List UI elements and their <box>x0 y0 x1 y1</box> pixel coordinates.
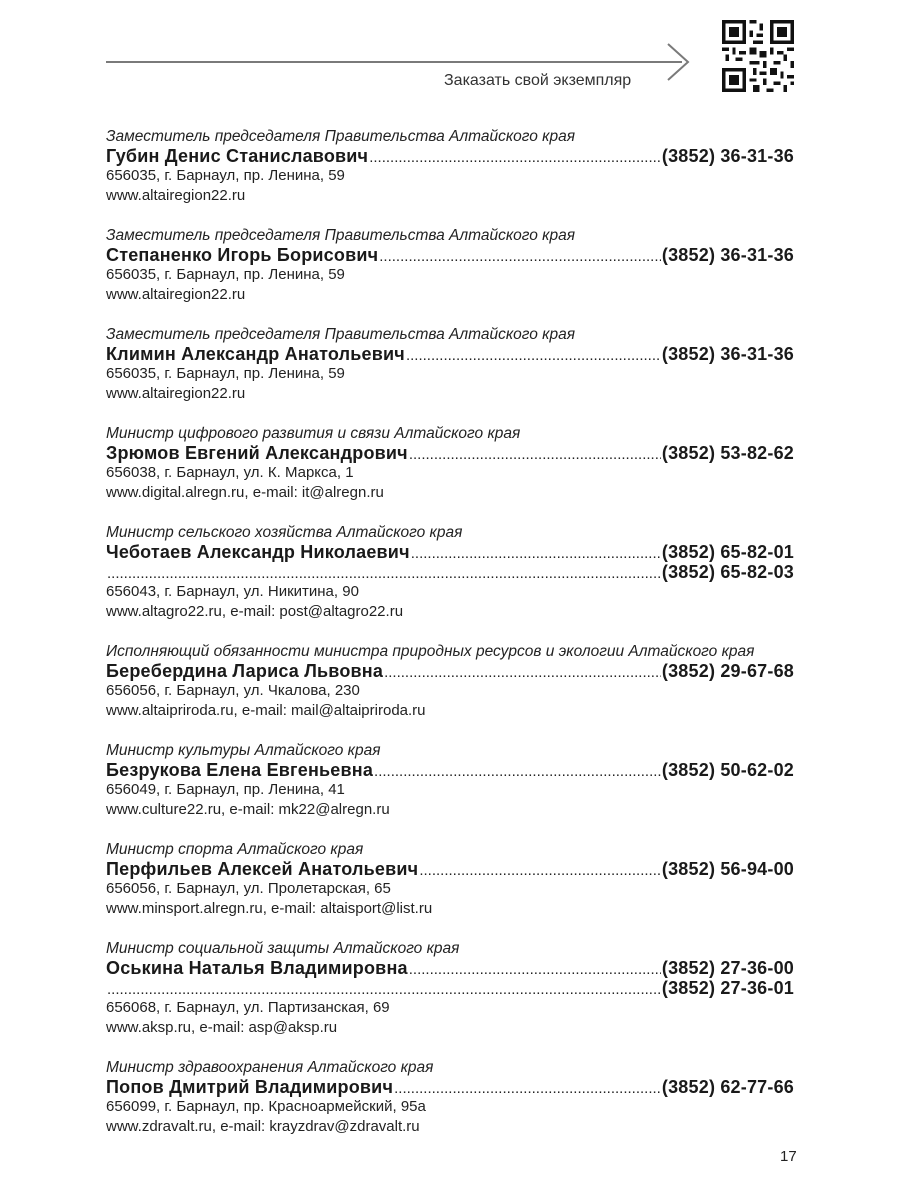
contact-web-email[interactable]: www.altairegion22.ru <box>106 286 246 303</box>
contact-phone[interactable]: (3852) 65-82-03 <box>661 562 794 582</box>
contact-name-line <box>106 146 794 166</box>
contact-web-email[interactable]: www.minsport.alregn.ru, e-mail: altaisport@list.ru <box>106 900 433 917</box>
arrow-right-icon <box>660 42 700 82</box>
contact-role: Министр социальной защиты Алтайского края <box>106 940 460 957</box>
contact-address: 656056, г. Барнаул, ул. Чкалова, 230 <box>106 682 360 699</box>
dot-leader <box>409 960 661 980</box>
contact-address: 656035, г. Барнаул, пр. Ленина, 59 <box>106 167 345 184</box>
contact-role: Министр здравоохранения Алтайского края <box>106 1059 434 1076</box>
contact-phone[interactable]: (3852) 36-31-36 <box>661 245 794 265</box>
qr-code-icon[interactable] <box>722 20 794 92</box>
contact-name: Оськина Наталья Владимировна <box>106 958 408 978</box>
dot-leader <box>369 148 661 168</box>
contact-address: 656049, г. Барнаул, пр. Ленина, 41 <box>106 781 345 798</box>
contact-web-email[interactable]: www.altairegion22.ru <box>106 187 246 204</box>
contact-phone[interactable]: (3852) 56-94-00 <box>661 859 794 879</box>
dot-leader <box>411 544 661 564</box>
order-copy-label[interactable]: Заказать свой экземпляр <box>444 72 632 89</box>
contact-name-line <box>106 344 794 364</box>
contact-name: Степаненко Игорь Борисович <box>106 245 379 265</box>
contact-name-line <box>106 859 794 879</box>
contact-phone[interactable]: (3852) 29-67-68 <box>661 661 794 681</box>
contact-phone[interactable]: (3852) 65-82-01 <box>661 542 794 562</box>
contact-role: Заместитель председателя Правительства Алтайского края <box>106 128 576 145</box>
contact-entry <box>106 226 794 305</box>
contact-phone[interactable]: (3852) 53-82-62 <box>661 443 794 463</box>
contact-name-line <box>106 542 794 562</box>
contact-role: Министр цифрового развития и связи Алтайского края <box>106 425 521 442</box>
contact-web-email[interactable]: www.culture22.ru, e-mail: mk22@alregn.ru <box>106 801 390 818</box>
contact-address: 656035, г. Барнаул, пр. Ленина, 59 <box>106 365 345 382</box>
contact-address: 656099, г. Барнаул, пр. Красноармейский, 95а <box>106 1098 426 1115</box>
contact-name-line <box>106 245 794 265</box>
contact-name: Попов Дмитрий Владимирович <box>106 1077 394 1097</box>
dot-leader <box>107 564 661 584</box>
contact-entry <box>106 424 794 503</box>
contact-address: 656056, г. Барнаул, ул. Пролетарская, 65 <box>106 880 391 897</box>
contact-entry <box>106 127 794 206</box>
arrow-line <box>106 61 682 63</box>
contact-entry <box>106 642 794 721</box>
contact-web-email[interactable]: www.zdravalt.ru, e-mail: krayzdrav@zdravalt.ru <box>106 1118 420 1135</box>
contact-extra-phone-line <box>106 978 794 998</box>
contact-phone[interactable]: (3852) 62-77-66 <box>661 1077 794 1097</box>
contact-name-line <box>106 760 794 780</box>
dot-leader <box>379 247 661 267</box>
contact-role: Министр спорта Алтайского края <box>106 841 364 858</box>
contact-address: 656068, г. Барнаул, ул. Партизанская, 69 <box>106 999 390 1016</box>
contact-role: Министр сельского хозяйства Алтайского края <box>106 524 463 541</box>
contact-entry <box>106 741 794 820</box>
contact-address: 656038, г. Барнаул, ул. К. Маркса, 1 <box>106 464 354 481</box>
contact-role: Министр культуры Алтайского края <box>106 742 381 759</box>
contact-phone[interactable]: (3852) 27-36-00 <box>661 958 794 978</box>
contact-extra-phone-line <box>106 562 794 582</box>
dot-leader <box>419 861 661 881</box>
contact-name-line <box>106 443 794 463</box>
contact-phone[interactable]: (3852) 27-36-01 <box>661 978 794 998</box>
contact-address: 656035, г. Барнаул, пр. Ленина, 59 <box>106 266 345 283</box>
contact-name: Чеботаев Александр Николаевич <box>106 542 410 562</box>
contact-name-line <box>106 661 794 681</box>
dot-leader <box>374 762 661 782</box>
dot-leader <box>107 980 661 1000</box>
contact-web-email[interactable]: www.altairegion22.ru <box>106 385 246 402</box>
contact-web-email[interactable]: www.aksp.ru, e-mail: asp@aksp.ru <box>106 1019 338 1036</box>
contact-name: Безрукова Елена Евгеньевна <box>106 760 374 780</box>
contact-entry <box>106 939 794 1038</box>
contact-phone[interactable]: (3852) 50-62-02 <box>661 760 794 780</box>
dot-leader <box>394 1079 661 1099</box>
contact-name: Климин Александр Анатольевич <box>106 344 405 364</box>
dot-leader <box>384 663 661 683</box>
contact-role: Исполняющий обязанности министра природных ресурсов и экологии Алтайского края <box>106 643 755 660</box>
contact-name-line <box>106 1077 794 1097</box>
contact-name: Перфильев Алексей Анатольевич <box>106 859 419 879</box>
dot-leader <box>406 346 661 366</box>
contact-name-line <box>106 958 794 978</box>
contact-role: Заместитель председателя Правительства Алтайского края <box>106 227 576 244</box>
contact-entry <box>106 840 794 919</box>
contact-role: Заместитель председателя Правительства Алтайского края <box>106 326 576 343</box>
contact-web-email[interactable]: www.digital.alregn.ru, e-mail: it@alregn.ru <box>106 484 384 501</box>
contact-address: 656043, г. Барнаул, ул. Никитина, 90 <box>106 583 359 600</box>
contact-name: Зрюмов Евгений Александрович <box>106 443 408 463</box>
contact-entry <box>106 325 794 404</box>
contact-list <box>106 127 794 1157</box>
contact-phone[interactable]: (3852) 36-31-36 <box>661 344 794 364</box>
contact-name: Берeбердина Лариса Львовна <box>106 661 384 681</box>
dot-leader <box>409 445 661 465</box>
contact-phone[interactable]: (3852) 36-31-36 <box>661 146 794 166</box>
contact-name: Губин Денис Станиславович <box>106 146 369 166</box>
page-header <box>0 0 900 110</box>
contact-entry <box>106 1058 794 1137</box>
contact-entry <box>106 523 794 622</box>
contact-web-email[interactable]: www.altaipriroda.ru, e-mail: mail@altaipriroda.ru <box>106 702 426 719</box>
contact-web-email[interactable]: www.altagro22.ru, e-mail: post@altagro22.ru <box>106 603 404 620</box>
page-number: 17 <box>780 1148 797 1165</box>
